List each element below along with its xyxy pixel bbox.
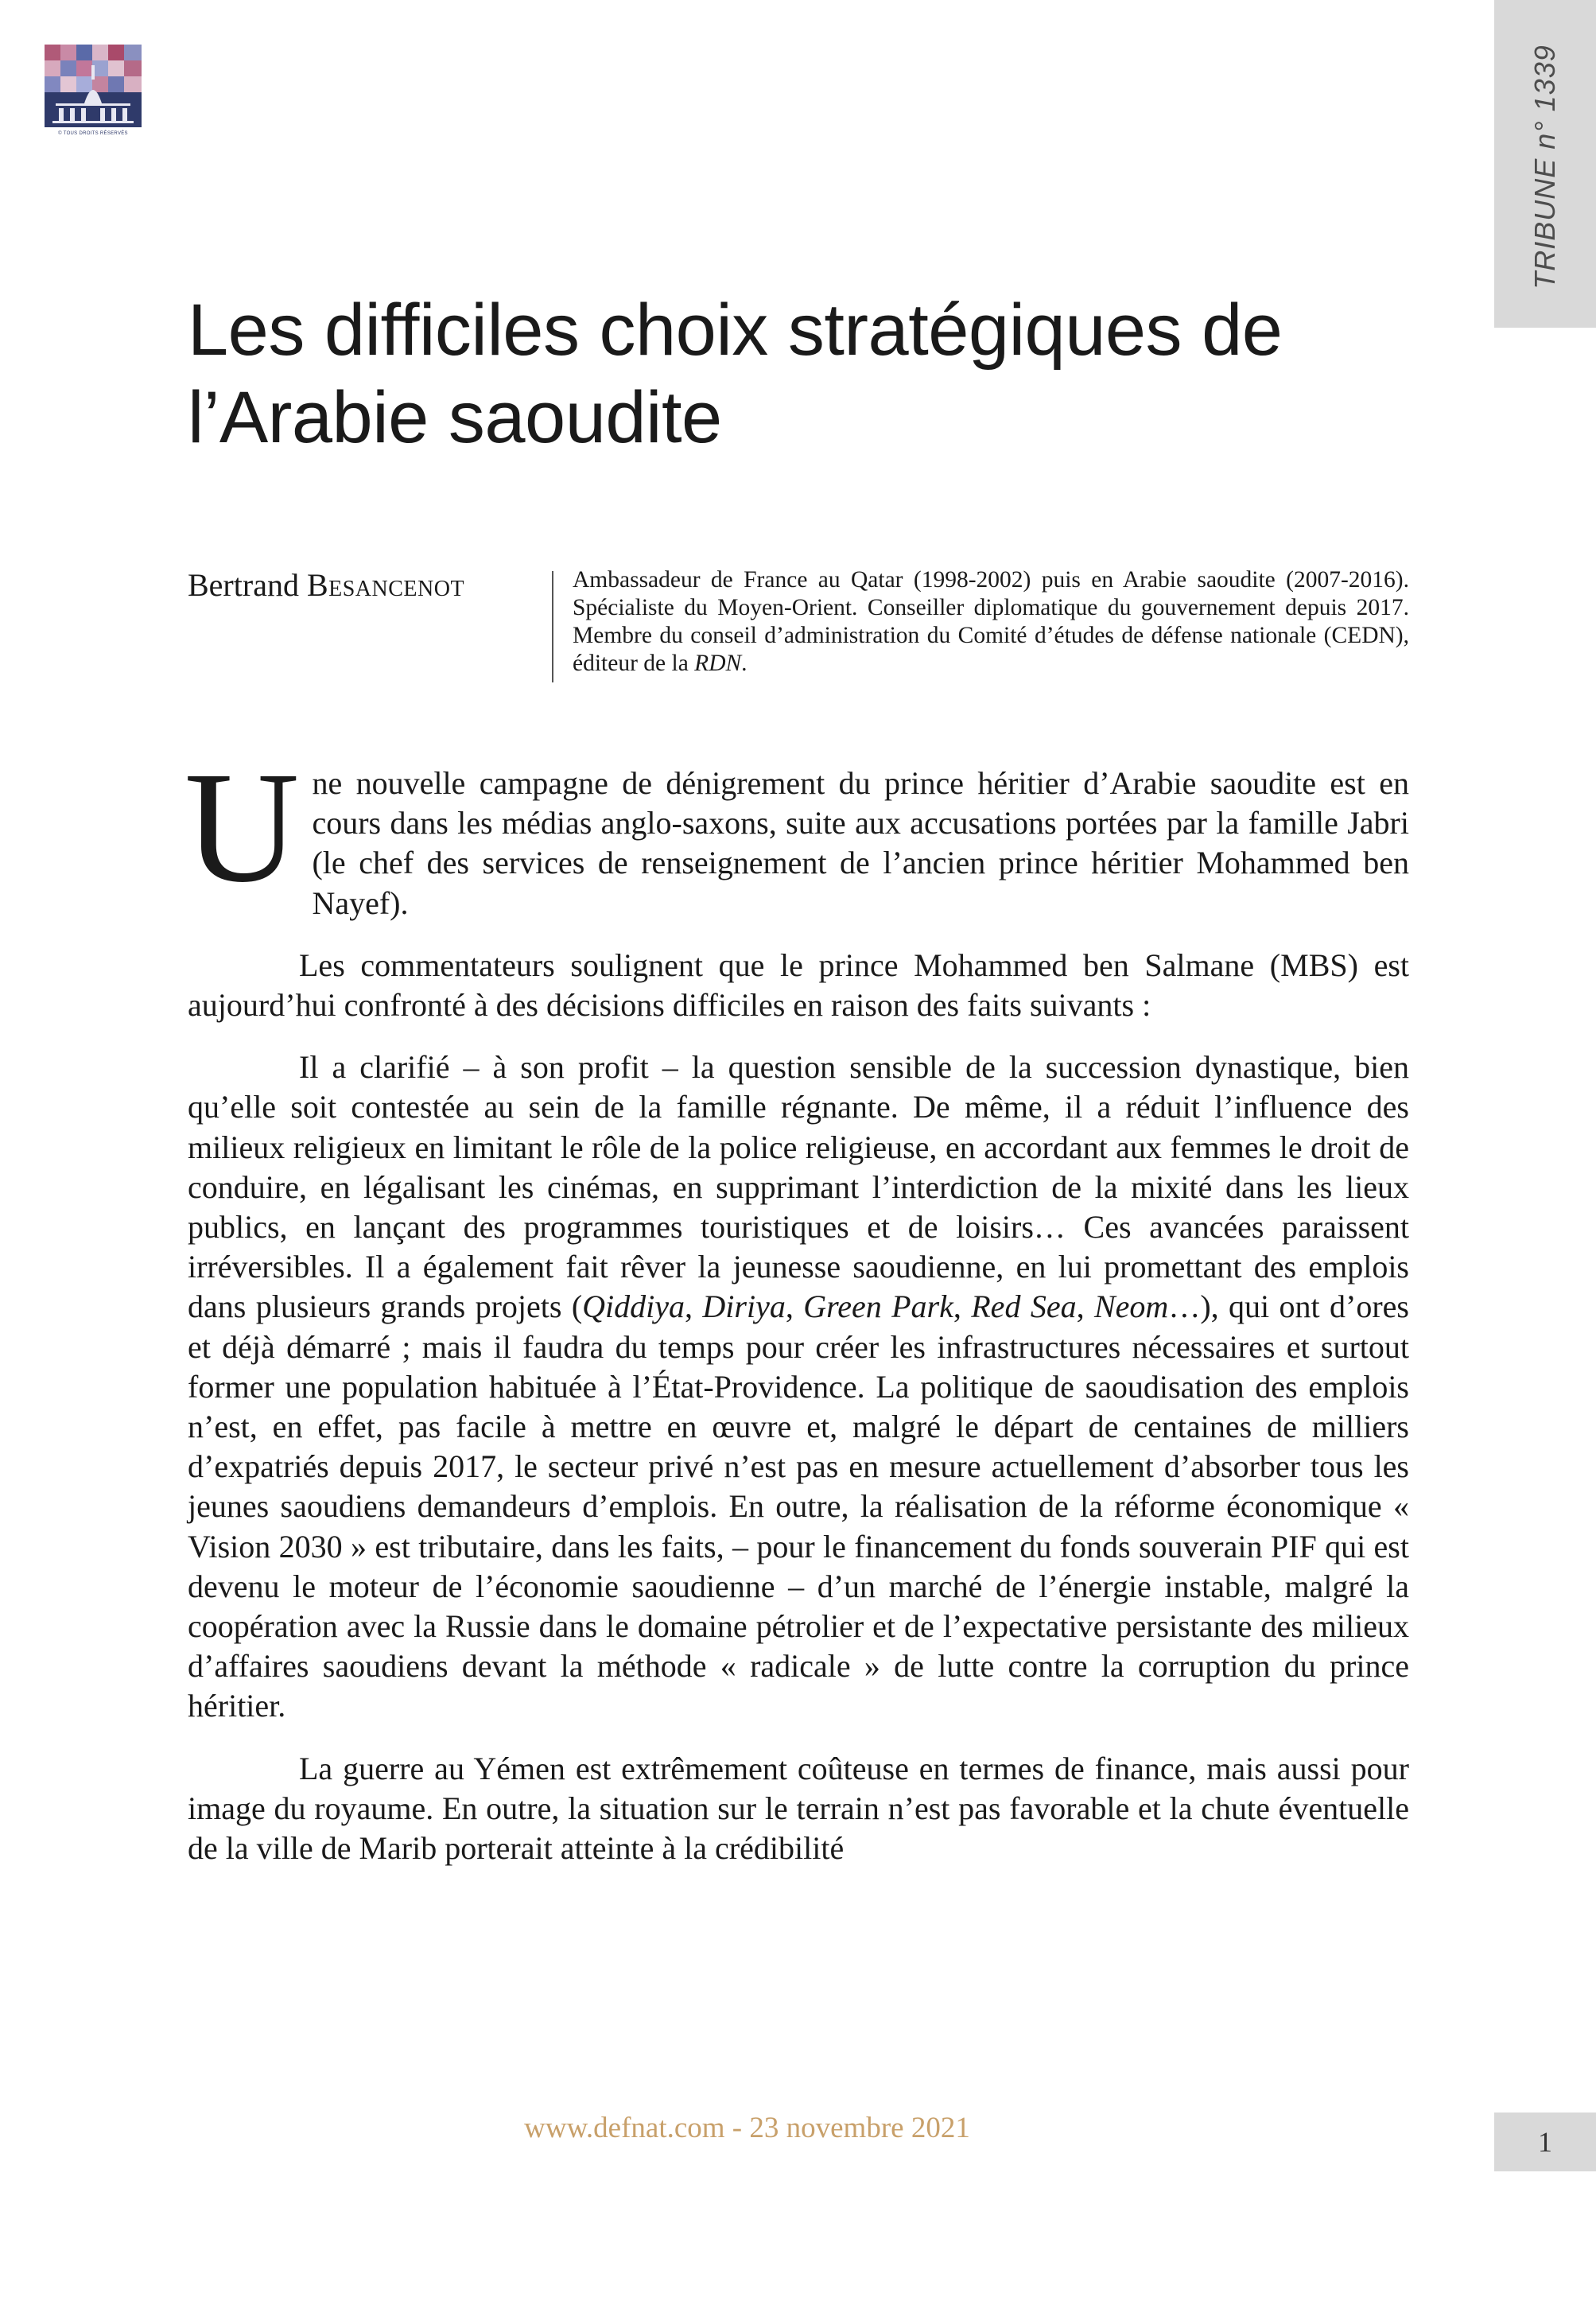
logo-caption: © TOUS DROITS RÉSERVÉS xyxy=(58,131,128,136)
author-name xyxy=(188,566,464,604)
author-first-name: Bertrand xyxy=(188,567,299,603)
article-title: Les difficiles choix stratégiques de l’Arabie saoudite xyxy=(188,290,1283,458)
defnat-logo xyxy=(45,45,142,138)
logo-mosaic-icon xyxy=(45,45,142,127)
paragraph-3: Il a clarifié – à son profit – la question sensible de la succession dynastique, bien qu’elle soit contestée au sein de la famille régnante. De même, il a réduit l’influence des milieux religieux en limitant le rôle de la police religieuse, en accordant aux femmes le droit de conduire, en légalisant les cinémas, en supprimant l’interdiction de la mixité dans les lieux publics, en lançant des programmes touristiques et de loisirs… Ces avancées paraissent irréversibles. Il a également fait rêver la jeunesse saoudienne, en lui promettant des emplois dans plusieurs grands projets (Qiddiya, Diriya, Green Park, Red Sea, Neom…), qui ont d’ores et déjà démarré ; mais il faudra du temps pour créer les infrastructures nécessaires et surtout former une population habituée à l’État-Providence. La politique de saoudisation des emplois n’est, en effet, pas facile à mettre en œuvre et, malgré le départ de centaines de milliers d’expatriés depuis 2017, le secteur privé n’est pas en mesure actuellement d’absorber tous les jeunes saoudiens demandeurs d’emplois. En outre, la réalisation de la réforme économique « Vision 2030 » est tributaire, dans les faits, – pour le financement du fonds souverain PIF qui est devenu le moteur de l’économie saoudienne – d’un marché de l’énergie instable, malgré la coopération avec la Russie dans le domaine pétrolier et de l’expectative persistante des milieux d’affaires saoudiens devant la méthode « radicale » de lutte contre la corruption du prince héritier. xyxy=(188,1049,1409,1724)
paragraph-1-text: ne nouvelle campagne de dénigrement du prince héritier d’Arabie saoudite est en cours dans les médias anglo-saxons, suite aux accusations portées par la famille Jabri (le chef des services de renseignement de l’ancien prince héritier Mohammed ben Nayef). xyxy=(312,765,1409,921)
author-bio xyxy=(573,566,1409,678)
rdn-abbrev: RDN xyxy=(694,651,742,676)
paragraph-3-text-a: Il a clarifié – à son profit – la question sensible de la succession dynastique, bien qu’elle soit contestée au sein de la famille régnante. De même, il a réduit l’influence des milieux religieux en limitant le rôle de la police religieuse, en accordant aux femmes le droit de conduire, en légalisant les cinémas, en supprimant l’interdiction de la mixité dans les lieux publics, en lançant des programmes touristiques et de loisirs… Ces avancées paraissent irréversibles. Il a également fait rêver la jeunesse saoudienne, en lui promettant des emplois dans plusieurs grands projets ( xyxy=(188,1049,1409,1325)
drop-cap: U xyxy=(184,740,300,915)
project-name: Red Sea xyxy=(971,1288,1077,1325)
author-bio-end: . xyxy=(741,651,748,676)
article-body xyxy=(184,740,1409,1891)
author-bio-text: Ambassadeur de France au Qatar (1998-2002) puis en Arabie saoudite (2007-2016). Spécialiste du Moyen-Orient. Conseiller diplomatique du gouvernement depuis 2017. Membre du conseil d’administration du Comité d’études de défense nationale (CEDN), éditeur de la xyxy=(573,567,1409,676)
paragraph-3-text-b: …), qui ont d’ores et déjà démarré ; mais il faudra du temps pour créer les infrastructures nécessaires et surtout former une population habituée à l’État-Providence. La politique de saoudisation des emplois n’est, en effet, pas facile à mettre en œuvre et, malgré le départ de centaines de milliers d’expatriés depuis 2017, le secteur privé n’est pas en mesure actuellement d’absorber tous les jeunes saoudiens demandeurs d’emplois. En outre, la réalisation de la réforme économique « Vision 2030 » est tributaire, dans les faits, – pour le financement du fonds souverain PIF qui est devenu le moteur de l’économie saoudienne – d’un marché de l’énergie instable, malgré la coopération avec la Russie dans le domaine pétrolier et de l’expectative persistante des milieux d’affaires saoudiens devant la méthode « radicale » de lutte contre la corruption du prince héritier. xyxy=(188,1288,1409,1724)
author-bio-divider xyxy=(552,571,553,682)
tribune-tab xyxy=(1494,0,1596,328)
project-name: Neom xyxy=(1093,1288,1169,1325)
page-number: 1 xyxy=(1494,2112,1596,2171)
author-last-name: Besancenot xyxy=(306,567,465,603)
project-name: Diriya xyxy=(702,1288,786,1325)
project-name: Green Park xyxy=(803,1288,953,1325)
project-name: Qiddiya xyxy=(582,1288,685,1325)
paragraph-1 xyxy=(184,740,1409,923)
tribune-number: TRIBUNE n° 1339 xyxy=(1528,45,1561,290)
paragraph-2: Les commentateurs soulignent que le prince Mohammed ben Salmane (MBS) est aujourd’hui confronté à des décisions difficiles en raison des faits suivants : xyxy=(188,946,1409,1024)
paragraph-4: La guerre au Yémen est extrêmement coûteuse en termes de finance, mais aussi pour image du royaume. En outre, la situation sur le terrain n’est pas favorable et la chute éventuelle de la ville de Marib porterait atteinte à la crédibilité xyxy=(188,1750,1409,1867)
footer-source-date: www.defnat.com - 23 novembre 2021 xyxy=(524,2112,970,2144)
